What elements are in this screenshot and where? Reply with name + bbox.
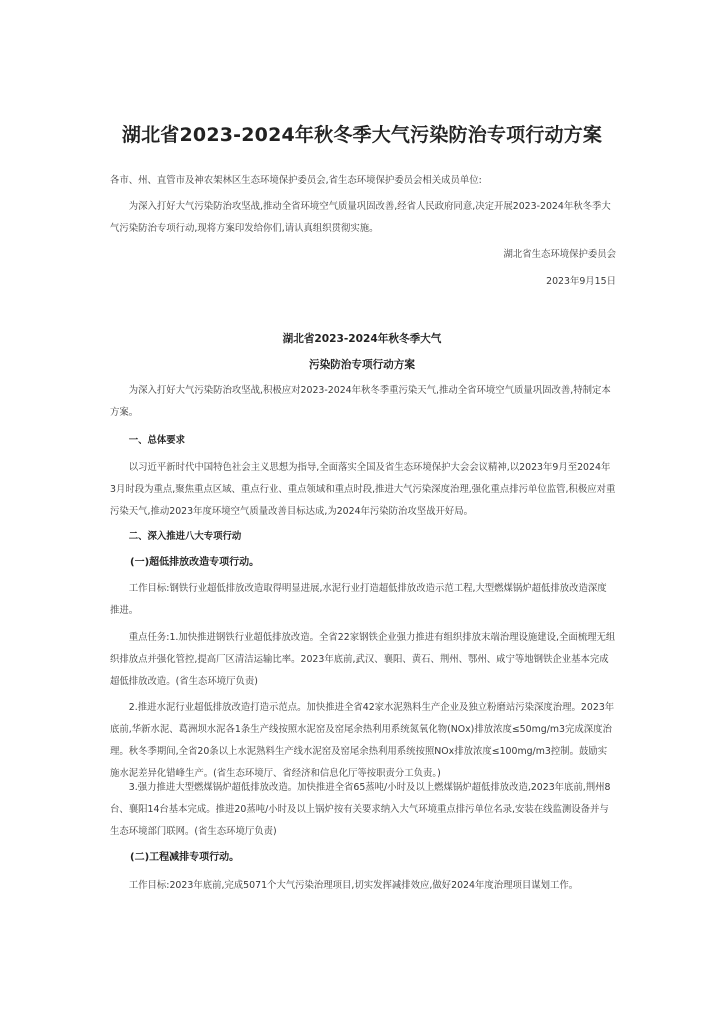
intro-paragraph: 为深入打好大气污染防治攻坚战,推动全省环境空气质量巩固改善,经省人民政府同意,决定开展2023-2024年秋冬季大气污染防治专项行动,现将方案印发给你们,请认真组织贯彻实施。 bbox=[110, 201, 611, 234]
task-paragraph-3: 3.强力推进大型燃煤锅炉超低排放改造。加快推进全省65蒸吨/小时及以上燃煤锅炉超低排放改造,2023年底前,荆州8台、襄阳14台基本完成。推进20蒸吨/小时及以上锅炉按有关要求纳入大气环境重点排污单位名录,安装在线监测设备并与生态环境部门联网。(省生态环境厅负责) bbox=[110, 782, 611, 837]
task-paragraph-1: 重点任务:1.加快推进钢铁行业超低排放改造。全省22家钢铁企业强力推进有组织排放末端治理设施建设,全面梳理无组织排放点并强化管控,提高厂区清洁运输比率。2023年底前,武汉、襄阳、黄石、荆州、鄂州、咸宁等地钢铁企业基本完成超低排放改造。(省生态环境厅负责) bbox=[110, 632, 616, 687]
item-heading-1: (一)超低排放改造专项行动。 bbox=[130, 557, 260, 568]
preamble-paragraph: 为深入打好大气污染防治攻坚战,积极应对2023-2024年秋冬季重污染天气,推动全省环境空气质量巩固改善,特制定本方案。 bbox=[110, 385, 611, 418]
subtitle-line-1: 湖北省2023-2024年秋冬季大气 bbox=[282, 333, 442, 345]
item-heading-2: (二)工程减排专项行动。 bbox=[130, 852, 240, 863]
task-paragraph-2: 2.推进水泥行业超低排放改造打造示范点。加快推进全省42家水泥熟料生产企业及独立粉磨站污染深度治理。2023年底前,华新水泥、葛洲坝水泥各1条生产线按照水泥窑及窑尾余热利用系统氮氧化物(NOx)排放浓度≤50mg/m3完成深度治理。秋冬季期间,全省20条以上水泥熟料生产线水泥窑及窑尾余热利用系统按照NOx排放浓度≤100mg/m3控制。鼓励实施水泥差异化错峰生产。(省生态环境厅、省经济和信息化厅等按职责分工负责。) bbox=[110, 702, 615, 779]
recipients-line: 各市、州、直管市及神农架林区生态环境保护委员会,省生态环境保护委员会相关成员单位: bbox=[110, 175, 482, 186]
general-requirements-paragraph: 以习近平新时代中国特色社会主义思想为指导,全面落实全国及省生态环境保护大会会议精神,以2023年9月至2024年3月时段为重点,聚焦重点区域、重点行业、重点领域和重点时段,推进大气污染深度治理,强化重点排污单位监管,积极应对重污染天气,推动2023年度环境空气质量改善目标达成,为2024年污染防治攻坚战开好局。 bbox=[110, 462, 616, 517]
goal-paragraph-1: 工作目标:钢铁行业超低排放改造取得明显进展,水泥行业打造超低排放改造示范工程,大型燃煤锅炉超低排放改造深度推进。 bbox=[110, 583, 607, 616]
goal-paragraph-2: 工作目标:2023年底前,完成5071个大气污染治理项目,切实发挥减排效应,做好2024年度治理项目谋划工作。 bbox=[128, 880, 579, 891]
document-title: 湖北省2023-2024年秋冬季大气污染防治专项行动方案 bbox=[121, 124, 603, 146]
subtitle-line-2: 污染防治专项行动方案 bbox=[309, 359, 415, 371]
issue-date: 2023年9月15日 bbox=[546, 276, 616, 287]
section-heading-1: 一、总体要求 bbox=[128, 435, 186, 446]
section-heading-2: 二、深入推进八大专项行动 bbox=[128, 531, 242, 542]
issuer: 湖北省生态环境保护委员会 bbox=[503, 249, 616, 260]
